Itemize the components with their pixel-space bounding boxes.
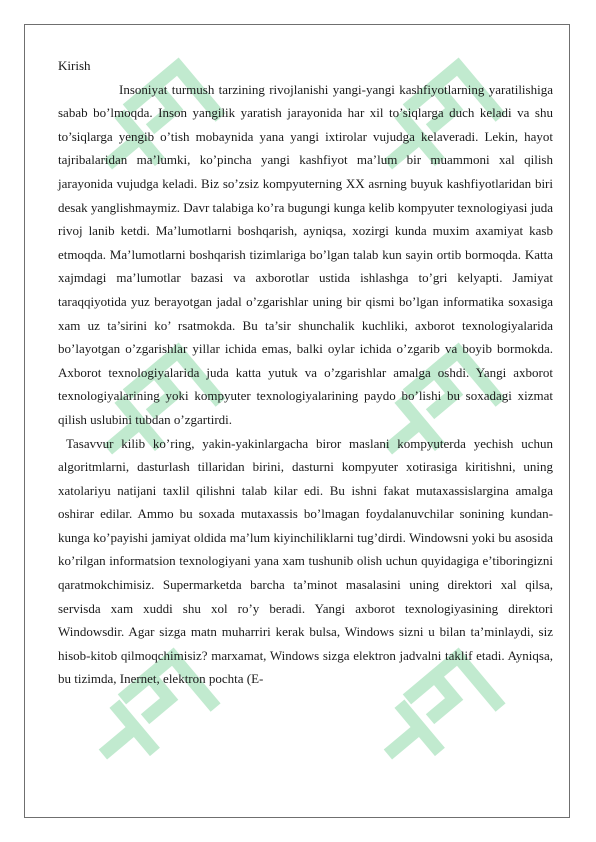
paragraph-introduction: Insoniyat turmush tarzining rivojlanishi yangi-yangi kashfiyotlarning yaratilishiga sabab bo’lmoqda. Inson yangilik yaratish jarayonida har xil to’siqlarga duch keladi va shu to’siqlarga yengib o’tish mobaynida yana yangi ixtirolar vujudga kelaveradi. Lekin, hayot tajribalaridan ma’lumki, ko’pincha yangi kashfiyot ma’lum bir muammoni xal qilish jarayonida vujudga keladi. Biz so’zsiz kompyuterning XX asrning buyuk kashfiyotlaridan biri desak yanglishmaymiz. Davr talabiga ko’ra bugungi kunga kelib kompyuter texnologiyasi juda rivoj lanib ketdi. Ma’lumotlarni boshqarish, ayniqsa, xozirgi kunda muxim axamiyat kasb etmoqda. Ma’lumotlarni boshqarish tizimlariga bo’lgan talab kun sayin ortib bormoqda. Katta xajmdagi ma’lumotlar bazasi va axborotlar ustida ishlashga to’gri kelyapti. Jamiyat taraqqiyotida yuz berayotgan jadal o’zgarishlar uning bir qismi bo’lgan informatika soxasiga xam uz ta’sirini ko’ rsatmokda. Bu ta’sir shunchalik kuchliki, axborot texnologiyalarida bo’layotgan o’zgarishlar yillar ichida emas, balki oylar ichida o’zgarib va boyib bormokda. Axborot texnologiyalarida juda katta yutuk va o’zgarishlar amalga oshdi. Yangi axborot texnologiyalarining yoki kompyuter texnologiyalarining paydo bo’lishi bu soxadagi xizmat qilish uslubini tubdan o’zgartirdi. [58,81,553,427]
section-heading: Kirish [58,58,91,73]
paragraph-windows: Tasavvur kilib ko’ring, yakin-yakinlargacha biror maslani kompyuterda yechish uchun algoritmlarni, dasturlash tillaridan birini, dasturni kompyuter xotirasiga kiritishni, uning xatolariyu natijani taxlil qilishni talab kilar edi. Bu ishni fakat mutaxassislargina amalga oshirar edilar. Ammo bu soxada mutaxassis bo’lmagan foydalanuvchilar sonining kundan-kunga ko’payishi jamiyat oldida ma’lum kiyinchiliklarni tug’dirdi. Windowsni yoki bu asosida ko’rilgan informatsion texnologiyani yana xam tushunib olish uchun quyidagiga e’tiboringizni qaratmokchimisiz. Supermarketda barcha ta’minot masalasini uning direktori xal qilsa, servisda xam xuddi shu xol ro’y beradi. Yangi axborot texnologiyasining direktori Windowsdir. Agar sizga matn muharriri kerak bulsa, Windows sizni u bilan ta’minlaydi, siz hisob-kitob qilmoqchimisiz? marxamat, Windows sizga elektron jadvalni taklif etadi. Ayniqsa, bu tizimda, Inernet, elektron pochta (E- [58,435,553,687]
page-frame [24,24,570,818]
document-body [58,54,553,691]
